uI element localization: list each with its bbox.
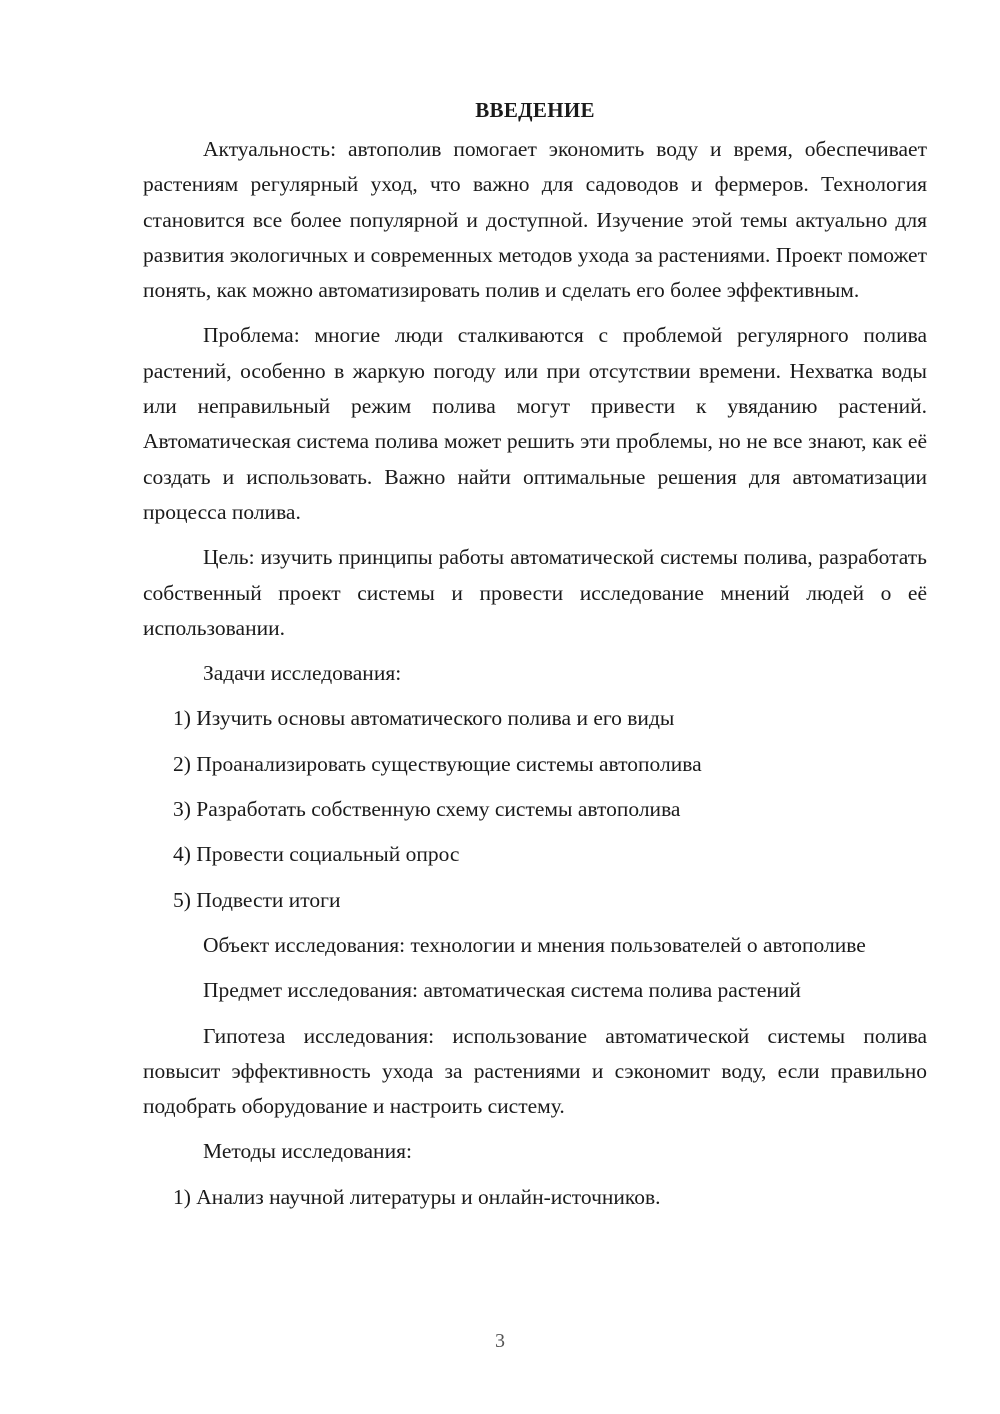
paragraph-hypothesis: Гипотеза исследования: использование автоматической системы полива повысит эффективность ухода за растениями и сэкономит воду, если правильно подобрать оборудование и настроить систему. bbox=[143, 1023, 927, 1119]
methods-title: Методы исследования: bbox=[203, 1139, 412, 1164]
task-item-1: 1) Изучить основы автоматического полива и его виды bbox=[173, 706, 675, 731]
section-heading: ВВЕДЕНИЕ bbox=[475, 98, 595, 122]
task-item-4: 4) Провести социальный опрос bbox=[173, 842, 460, 867]
paragraph-relevance: Актуальность: автополив помогает экономить воду и время, обеспечивает растениям регулярный уход, что важно для садоводов и фермеров. Технология становится все более популярной и доступной. Изучение этой темы актуально для развития экологичных и современных методов ухода за растениями. Проект поможет понять, как можно автоматизировать полив и сделать его более эффективным. bbox=[143, 137, 927, 303]
page-number: 3 bbox=[495, 1330, 505, 1352]
paragraph-goal: Цель: изучить принципы работы автоматической системы полива, разработать собственный проект системы и провести исследование мнений людей о её использовании. bbox=[143, 545, 927, 640]
method-item-1: 1) Анализ научной литературы и онлайн-источников. bbox=[173, 1184, 661, 1209]
document-page bbox=[143, 93, 927, 1225]
paragraph-subject: Предмет исследования: автоматическая система полива растений bbox=[203, 978, 801, 1003]
task-item-3: 3) Разработать собственную схему системы автополива bbox=[173, 797, 681, 822]
task-item-5: 5) Подвести итоги bbox=[173, 887, 341, 912]
tasks-title: Задачи исследования: bbox=[203, 661, 402, 686]
task-item-2: 2) Проанализировать существующие системы автополива bbox=[173, 751, 702, 776]
paragraph-object: Объект исследования: технологии и мнения пользователей о автополиве bbox=[203, 932, 866, 957]
paragraph-problem: Проблема: многие люди сталкиваются с проблемой регулярного полива растений, особенно в жаркую погоду или при отсутствии времени. Нехватка воды или неправильный режим полива могут привести к увяданию растений. Автоматическая система полива может решить эти проблемы, но не все знают, как её создать и использовать. Важно найти оптимальные решения для автоматизации процесса полива. bbox=[143, 323, 927, 524]
